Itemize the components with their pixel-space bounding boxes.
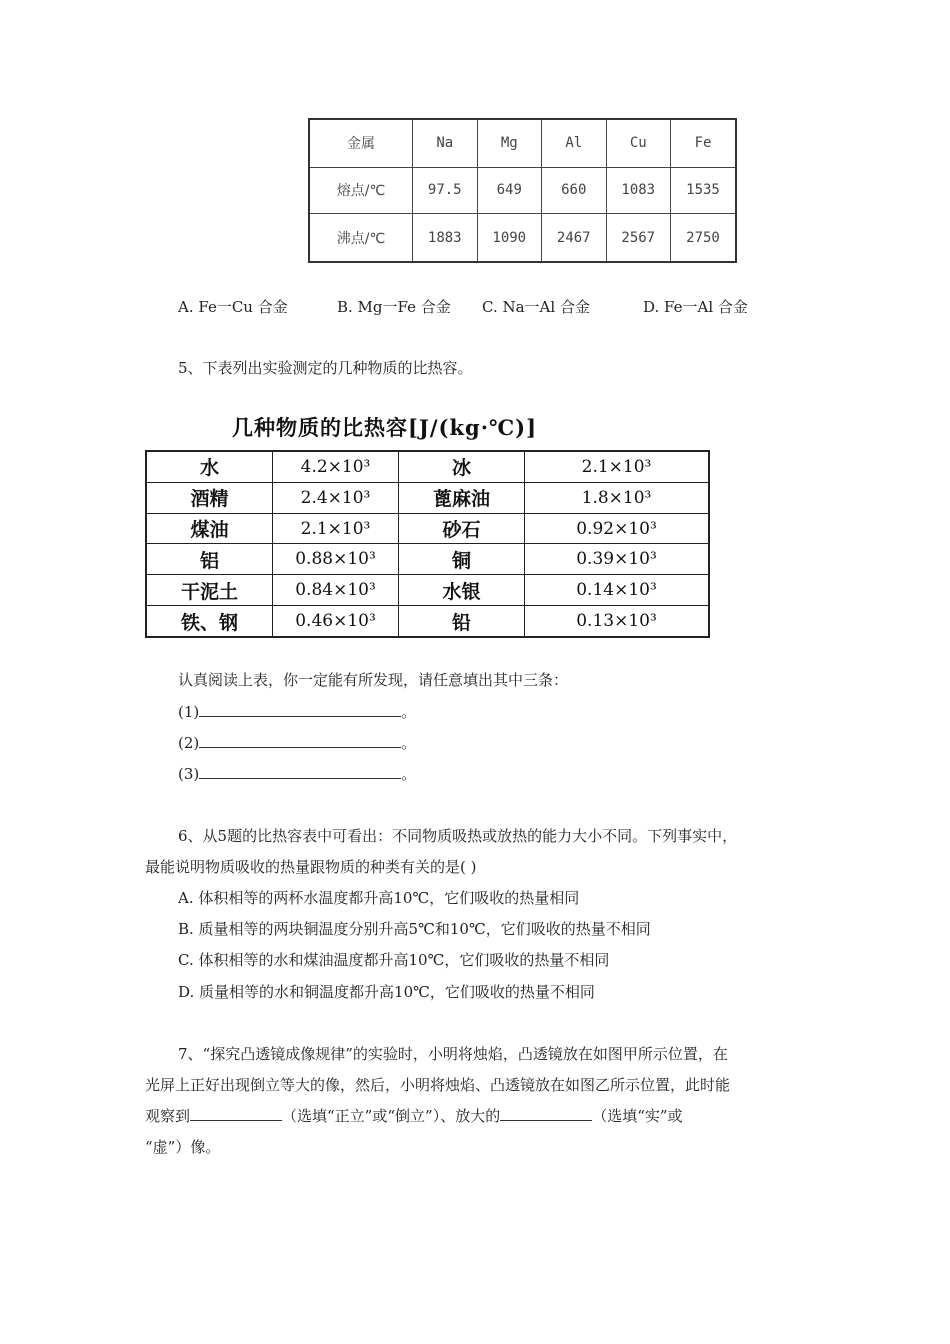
heat-value: 0.84×10³ (273, 575, 399, 606)
heat-value: 2.1×10³ (273, 513, 399, 544)
question-5-prompt: 认真阅读上表，你一定能有所发现，请任意填出其中三条： (178, 671, 569, 689)
answer-line-3 (178, 764, 416, 784)
option-b: B. Mg一Fe 合金 (337, 298, 451, 316)
substance-name: 干泥土 (146, 575, 273, 606)
answer-number: (2) (178, 734, 200, 752)
answer-number: (3) (178, 765, 200, 783)
period: 。 (401, 734, 417, 752)
table-cell: 2567 (606, 214, 671, 262)
question-7-line-4: “虚”）像。 (145, 1138, 221, 1156)
substance-name: 砂石 (399, 513, 525, 544)
period: 。 (401, 703, 417, 721)
heat-value: 2.1×10³ (525, 451, 710, 482)
table-cell: Mg (477, 119, 542, 167)
answer-blank[interactable] (199, 702, 401, 717)
substance-name: 水 (146, 451, 273, 482)
q6-option-a: A. 体积相等的两杯水温度都升高10℃，它们吸收的热量相同 (178, 889, 580, 907)
table-row (146, 482, 709, 513)
metals-table (308, 118, 737, 263)
substance-name: 铝 (146, 544, 273, 575)
heat-value: 0.88×10³ (273, 544, 399, 575)
substance-name: 水银 (399, 575, 525, 606)
substance-name: 蓖麻油 (399, 482, 525, 513)
table-row (146, 575, 709, 606)
substance-name: 铜 (399, 544, 525, 575)
table-row (146, 451, 709, 482)
table-cell: Fe (671, 119, 737, 167)
heat-value: 0.14×10³ (525, 575, 710, 606)
heat-value: 0.39×10³ (525, 544, 710, 575)
table-cell: 熔点/℃ (309, 167, 413, 214)
answer-line-1 (178, 702, 416, 722)
answer-blank[interactable] (500, 1106, 592, 1121)
heat-value: 1.8×10³ (525, 482, 710, 513)
table-cell: Al (542, 119, 607, 167)
table-row (146, 606, 709, 637)
answer-number: (1) (178, 703, 200, 721)
table-cell: 1535 (671, 167, 737, 214)
q7-text: 观察到 (145, 1107, 191, 1125)
heat-value: 2.4×10³ (273, 482, 399, 513)
question-6-stem-line-2: 最能说明物质吸收的热量跟物质的种类有关的是( ) (145, 858, 477, 876)
question-6-stem-line-1: 6、从5题的比热容表中可看出：不同物质吸热或放热的能力大小不同。下列事实中， (178, 827, 738, 845)
option-c: C. Na一Al 合金 (482, 298, 590, 316)
substance-name: 酒精 (146, 482, 273, 513)
substance-name: 铅 (399, 606, 525, 637)
table-row (309, 167, 736, 214)
option-a: A. Fe一Cu 合金 (178, 298, 288, 316)
question-7-line-2: 光屏上正好出现倒立等大的像，然后，小明将烛焰、凸透镜放在如图乙所示位置，此时能 (145, 1076, 731, 1094)
heat-value: 0.46×10³ (273, 606, 399, 637)
question-5-stem: 5、下表列出实验测定的几种物质的比热容。 (178, 359, 473, 377)
substance-name: 冰 (399, 451, 525, 482)
table-row (309, 119, 736, 167)
heat-table-title: 几种物质的比热容[J/(kg·℃)] (232, 415, 538, 440)
question-7-line-3 (145, 1106, 683, 1126)
q7-text: （选填“实”或 (592, 1107, 683, 1125)
heat-value: 0.13×10³ (525, 606, 710, 637)
q6-option-d: D. 质量相等的水和铜温度都升高10℃，它们吸收的热量不相同 (178, 983, 595, 1001)
table-cell: 1883 (413, 214, 478, 262)
q6-option-b: B. 质量相等的两块铜温度分别升高5℃和10℃，它们吸收的热量不相同 (178, 920, 651, 938)
table-cell: 2750 (671, 214, 737, 262)
answer-line-2 (178, 733, 416, 753)
table-row (146, 544, 709, 575)
substance-name: 铁、钢 (146, 606, 273, 637)
answer-blank[interactable] (199, 764, 401, 779)
option-d: D. Fe一Al 合金 (643, 298, 748, 316)
table-cell: 660 (542, 167, 607, 214)
table-cell: Na (413, 119, 478, 167)
table-cell: 649 (477, 167, 542, 214)
table-cell: 1083 (606, 167, 671, 214)
table-row (309, 214, 736, 262)
answer-blank[interactable] (190, 1106, 282, 1121)
q6-option-c: C. 体积相等的水和煤油温度都升高10℃，它们吸收的热量不相同 (178, 951, 610, 969)
heat-value: 0.92×10³ (525, 513, 710, 544)
table-row (146, 513, 709, 544)
question-7-line-1: 7、“探究凸透镜成像规律”的实验时，小明将烛焰，凸透镜放在如图甲所示位置，在 (178, 1045, 728, 1063)
substance-name: 煤油 (146, 513, 273, 544)
table-cell: 沸点/℃ (309, 214, 413, 262)
answer-blank[interactable] (199, 733, 401, 748)
q7-text: （选填“正立”或“倒立”）、放大的 (282, 1107, 501, 1125)
table-cell: Cu (606, 119, 671, 167)
period: 。 (401, 765, 417, 783)
table-cell: 金属 (309, 119, 413, 167)
heat-value: 4.2×10³ (273, 451, 399, 482)
table-cell: 97.5 (413, 167, 478, 214)
table-cell: 2467 (542, 214, 607, 262)
table-cell: 1090 (477, 214, 542, 262)
specific-heat-table (145, 450, 710, 638)
